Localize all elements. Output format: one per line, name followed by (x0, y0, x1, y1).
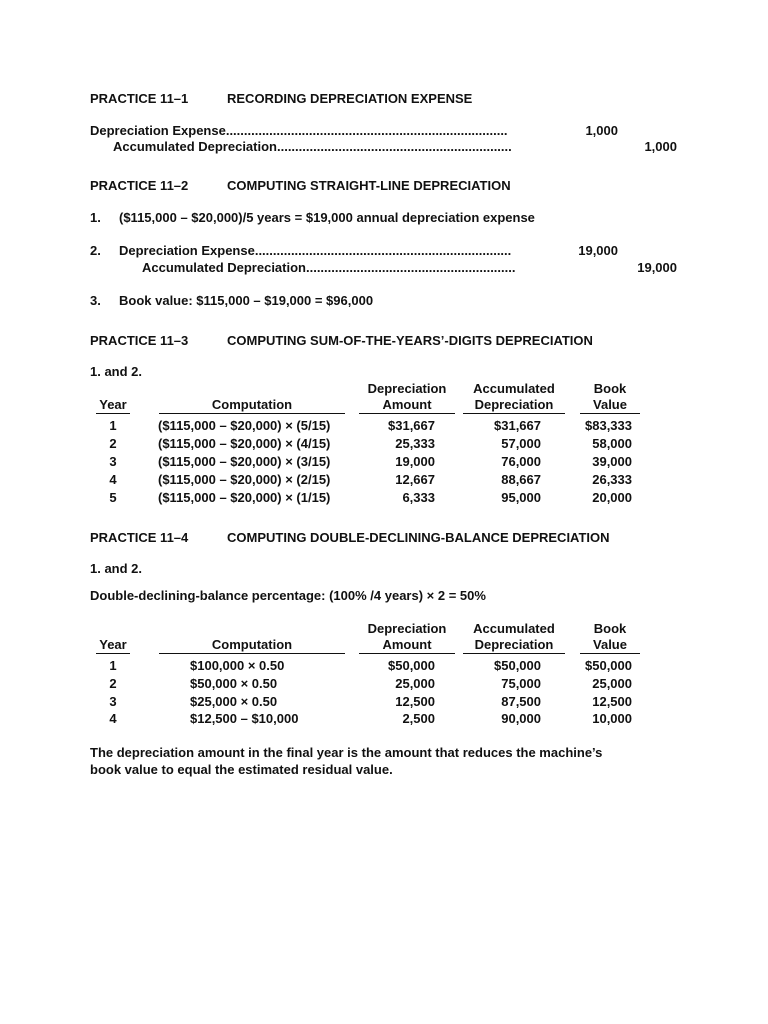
p2-debit-amount: 19,000 (578, 243, 618, 258)
p3-row-5-accum: 95,000 (501, 490, 541, 505)
p4-row-4-amount: 2,500 (402, 711, 435, 726)
p3-header-book-top: Book (593, 381, 627, 396)
p4-row-2-computation: $50,000 × 0.50 (190, 676, 278, 691)
p4-row-3-book: 12,500 (592, 694, 632, 709)
p4-rate-line: Double-declining-balance percentage: (100% /4 years) × 2 = 50% (90, 588, 486, 603)
p3-row-4-computation: ($115,000 – $20,000) × (2/15) (158, 472, 331, 487)
p1-title: RECORDING DEPRECIATION EXPENSE (227, 91, 473, 106)
p4-number: PRACTICE 11–4 (90, 530, 189, 545)
p4-row-2-book: 25,000 (592, 676, 632, 691)
p4-title: COMPUTING DOUBLE-DECLINING-BALANCE DEPRECIATION (227, 530, 610, 545)
p4-header-accum-bottom: Depreciation (463, 637, 565, 654)
p3-header-year: Year (96, 397, 130, 414)
p3-row-1-computation: ($115,000 – $20,000) × (5/15) (158, 418, 331, 433)
p4-note-line-1: The depreciation amount in the final year is the amount that reduces the machine’s (90, 745, 603, 760)
p3-row-5-computation: ($115,000 – $20,000) × (1/15) (158, 490, 331, 505)
p4-row-1-amount: $50,000 (388, 658, 435, 673)
p2-item2-num: 2. (90, 243, 101, 258)
p4-header-year: Year (96, 637, 130, 654)
p3-header-book-bottom: Value (580, 397, 640, 414)
p4-row-3-computation: $25,000 × 0.50 (190, 694, 278, 709)
p3-row-2-accum: 57,000 (501, 436, 541, 451)
p4-row-4-accum: 90,000 (501, 711, 541, 726)
p2-item1-text: ($115,000 – $20,000)/5 years = $19,000 annual depreciation expense (119, 210, 535, 225)
p4-header-accum-top: Accumulated (473, 621, 555, 636)
p3-row-4-amount: 12,667 (395, 472, 435, 487)
p3-row-5-book: 20,000 (592, 490, 632, 505)
p4-row-1-year: 1 (109, 658, 117, 673)
p3-row-3-book: 39,000 (592, 454, 632, 469)
p3-header-accum-bottom: Depreciation (463, 397, 565, 414)
p3-row-4-accum: 88,667 (501, 472, 541, 487)
p4-subhead: 1. and 2. (90, 561, 143, 576)
p3-row-1-book: $83,333 (585, 418, 632, 433)
p2-item3-num: 3. (90, 293, 101, 308)
p3-header-accum-top: Accumulated (473, 381, 555, 396)
p3-header-computation: Computation (159, 397, 345, 414)
p2-item3-text: Book value: $115,000 – $19,000 = $96,000 (119, 293, 374, 308)
p3-subhead: 1. and 2. (90, 364, 143, 379)
p2-item1-num: 1. (90, 210, 101, 225)
p4-header-amount-bottom: Amount (359, 637, 455, 654)
p4-row-1-computation: $100,000 × 0.50 (190, 658, 285, 673)
p3-title: COMPUTING SUM-OF-THE-YEARS’-DIGITS DEPRECIATION (227, 333, 593, 348)
p4-note-line-2: book value to equal the estimated residual value. (90, 762, 393, 777)
p4-row-4-year: 4 (109, 711, 117, 726)
p4-row-2-year: 2 (109, 676, 117, 691)
p3-number: PRACTICE 11–3 (90, 333, 189, 348)
p4-row-4-book: 10,000 (592, 711, 632, 726)
p3-row-2-book: 58,000 (592, 436, 632, 451)
p4-header-book-bottom: Value (580, 637, 640, 654)
p1-number: PRACTICE 11–1 (90, 91, 189, 106)
p3-row-1-amount: $31,667 (388, 418, 435, 433)
p4-row-4-computation: $12,500 – $10,000 (190, 711, 299, 726)
p4-row-2-accum: 75,000 (501, 676, 541, 691)
p3-row-2-computation: ($115,000 – $20,000) × (4/15) (158, 436, 331, 451)
p3-row-5-amount: 6,333 (402, 490, 435, 505)
p4-row-3-amount: 12,500 (395, 694, 435, 709)
p1-debit-amount: 1,000 (585, 123, 618, 138)
p3-row-3-amount: 19,000 (395, 454, 435, 469)
p3-row-2-year: 2 (109, 436, 117, 451)
p3-row-1-accum: $31,667 (494, 418, 541, 433)
p4-row-3-year: 3 (109, 694, 117, 709)
p4-header-book-top: Book (593, 621, 627, 636)
p2-title: COMPUTING STRAIGHT-LINE DEPRECIATION (227, 178, 511, 193)
p4-header-amount-top: Depreciation (367, 621, 447, 636)
p3-row-3-computation: ($115,000 – $20,000) × (3/15) (158, 454, 331, 469)
p1-debit-label: Depreciation Expense.............................................................................. (90, 123, 508, 138)
p3-header-amount-bottom: Amount (359, 397, 455, 414)
p4-header-computation: Computation (159, 637, 345, 654)
p2-number: PRACTICE 11–2 (90, 178, 189, 193)
p3-row-3-accum: 76,000 (501, 454, 541, 469)
p4-row-3-accum: 87,500 (501, 694, 541, 709)
p2-credit-label: Accumulated Depreciation.......................................................... (142, 260, 516, 275)
p3-row-3-year: 3 (109, 454, 117, 469)
p4-row-2-amount: 25,000 (395, 676, 435, 691)
p4-row-1-accum: $50,000 (494, 658, 541, 673)
p3-row-5-year: 5 (109, 490, 117, 505)
p2-debit-label: Depreciation Expense....................................................................... (119, 243, 512, 258)
p1-credit-label: Accumulated Depreciation................................................................. (113, 139, 512, 154)
p1-credit-amount: 1,000 (644, 139, 677, 154)
p2-credit-amount: 19,000 (637, 260, 677, 275)
p4-row-1-book: $50,000 (585, 658, 632, 673)
p3-header-amount-top: Depreciation (367, 381, 447, 396)
p3-row-4-year: 4 (109, 472, 117, 487)
p3-row-4-book: 26,333 (592, 472, 632, 487)
p3-row-1-year: 1 (109, 418, 117, 433)
p3-row-2-amount: 25,333 (395, 436, 435, 451)
